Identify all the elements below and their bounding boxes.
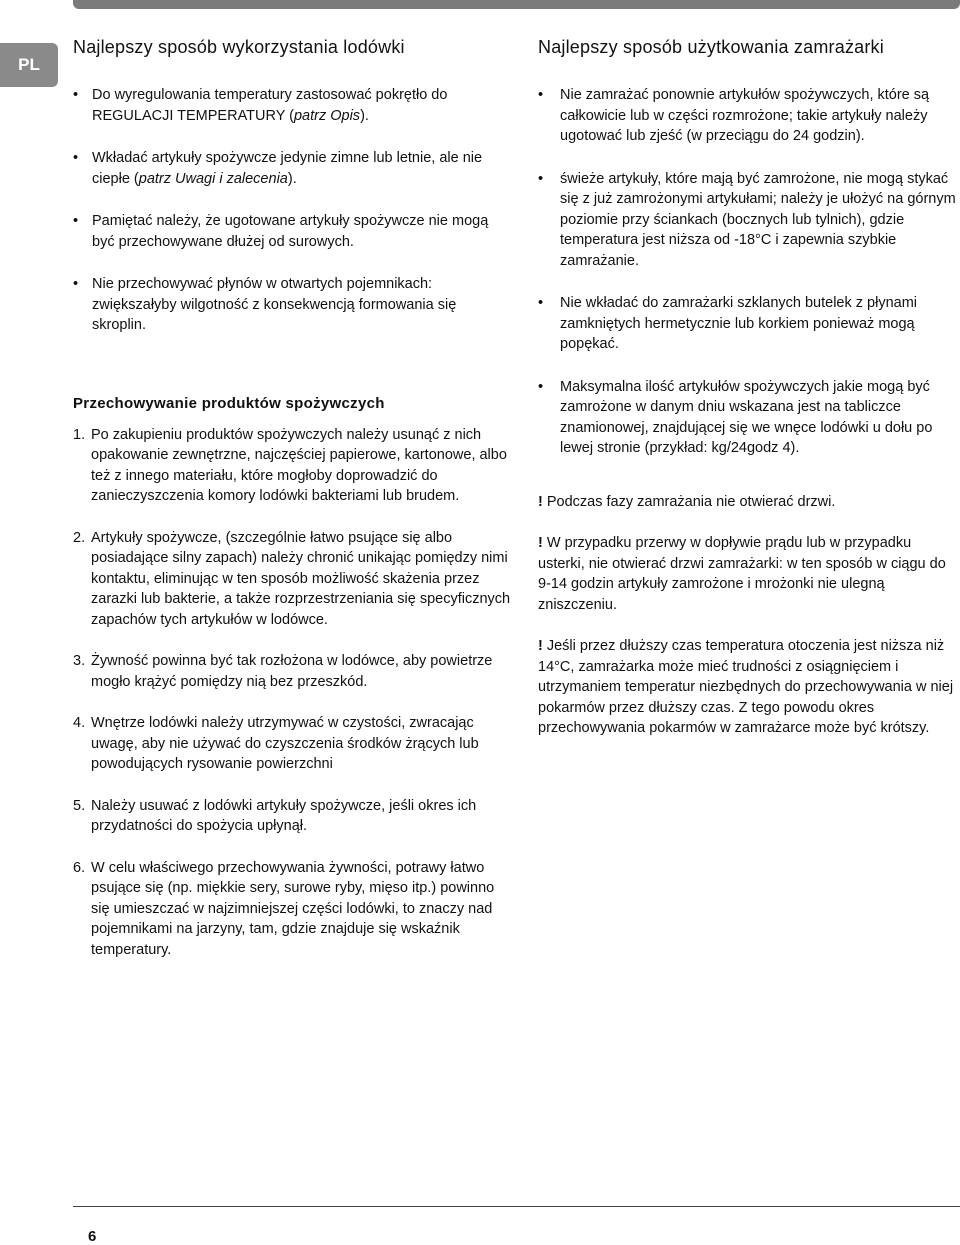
list-item: 6. W celu właściwego przechowywania żywności, potrawy łatwo psujące się (np. miękkie sery, surowe ryby, mięso itp.) powinno się umieszczać w najzimniejszej części lodówki, to znaczy nad pojemnikami na jarzyny, tam, gdzie znajduje się wskaźnik temperatury.: [73, 859, 495, 958]
list-item: • Nie zamrażać ponownie artykułów spożywczych, które są całkowicie lub w części rozmrożone; takie artykuły należy ugotować lub zjeść (w przeciągu do 24 godzin).: [538, 87, 930, 144]
storage-steps-list: [73, 425, 513, 961]
freezer-section-title: Najlepszy sposób użytkowania zamrażarki: [538, 37, 884, 57]
fridge-section-title: Najlepszy sposób wykorzystania lodówki: [73, 37, 405, 57]
freezer-tips-list: [538, 85, 958, 459]
list-item: • świeże artykuły, które mają być zamrożone, nie mogą stykać się z już zamrożonymi artykułami; należy je ułożyć na górnym poziomie przy ściankach (bocznych lub tylnich), gdzie temperatura jest niższa od -18°C i zapewnia szybkie zamrażanie.: [538, 170, 956, 269]
list-item: • Pamiętać należy, że ugotowane artykuły spożywcze nie mogą być przechowywane dłużej od surowych.: [73, 213, 489, 250]
list-item: 1. Po zakupieniu produktów spożywczych należy usunąć z nich opakowanie zewnętrzne, najczęściej papierowe, kartonowe, albo też z innego materiału, które mogłoby doprowadzić do zanieczyszczenia komory lodówki bakteriami lub brudem.: [73, 426, 507, 504]
warning-note: ! Jeśli przez dłuższy czas temperatura otoczenia jest niższa niż 14°C, zamrażarka może mieć trudności z osiągnięciem i utrzymaniem temperatur niezbędnych do przechowywania w niej pokarmów przez dłuższy czas. Z tego powodu okres przechowywania pokarmów w zamrażarce może być krótszy.: [538, 638, 954, 736]
storage-section-title: Przechowywanie produktów spożywczych: [73, 394, 385, 412]
list-item: • Wkładać artykuły spożywcze jedynie zimne lub letnie, ale nie ciepłe (patrz Uwagi i zalecenia).: [73, 150, 483, 187]
list-item: 3. Żywność powinna być tak rozłożona w lodówce, aby powietrze mogło krążyć pomiędzy nią bez przeszkód.: [73, 653, 493, 690]
language-tab: PL: [0, 43, 58, 87]
list-item: 4. Wnętrze lodówki należy utrzymywać w czystości, zwracając uwagę, aby nie używać do czyszczenia środków żrących lub powodujących rysowanie powierzchni: [73, 715, 479, 772]
fridge-tips-list: [73, 85, 513, 336]
list-item: • Nie wkładać do zamrażarki szklanych butelek z płynami zamkniętych hermetycznie lub korkiem ponieważ mogą popękać.: [538, 295, 918, 352]
list-item: • Do wyregulowania temperatury zastosować pokrętło do REGULACJI TEMPERATURY (patrz Opis).: [73, 87, 448, 124]
page-number: 6: [88, 1228, 97, 1245]
warning-note: ! Podczas fazy zamrażania nie otwierać drzwi.: [538, 493, 836, 510]
list-item: 5. Należy usuwać z lodówki artykuły spożywcze, jeśli okres ich przydatności do spożycia upłynął.: [73, 797, 477, 834]
left-column: [73, 36, 513, 981]
footer-divider: [73, 1206, 960, 1207]
top-bar: [73, 0, 960, 9]
list-item: 2. Artykuły spożywcze, (szczególnie łatwo psujące się albo posiadające silny zapach) należy chronić unikając pomiędzy nimi kontaktu, eliminując w ten sposób możliwość skażenia przez zarazki lub bakterie, a także rozprzestrzeniania się specyficznych zapachów tych artykułów w lodówce.: [73, 529, 511, 628]
list-item: • Nie przechowywać płynów w otwartych pojemnikach: zwiększałyby wilgotność z konsekwencją formowania się skroplin.: [73, 276, 457, 333]
right-column: [538, 36, 958, 760]
list-item: • Maksymalna ilość artykułów spożywczych jakie mogą być zamrożone w danym dniu wskazana jest na tabliczce znamionowej, znajdującej się we wnęce lodówki u dołu po lewej stronie (przykład: kg/24godz 4).: [538, 378, 933, 456]
warning-note: ! W przypadku przerwy w dopływie prądu lub w przypadku usterki, nie otwierać drzwi zamrażarki: w ten sposób w ciągu do 9-14 godzin artykuły zamrożone i mrożonki nie ulegną zniszczeniu.: [538, 535, 946, 613]
